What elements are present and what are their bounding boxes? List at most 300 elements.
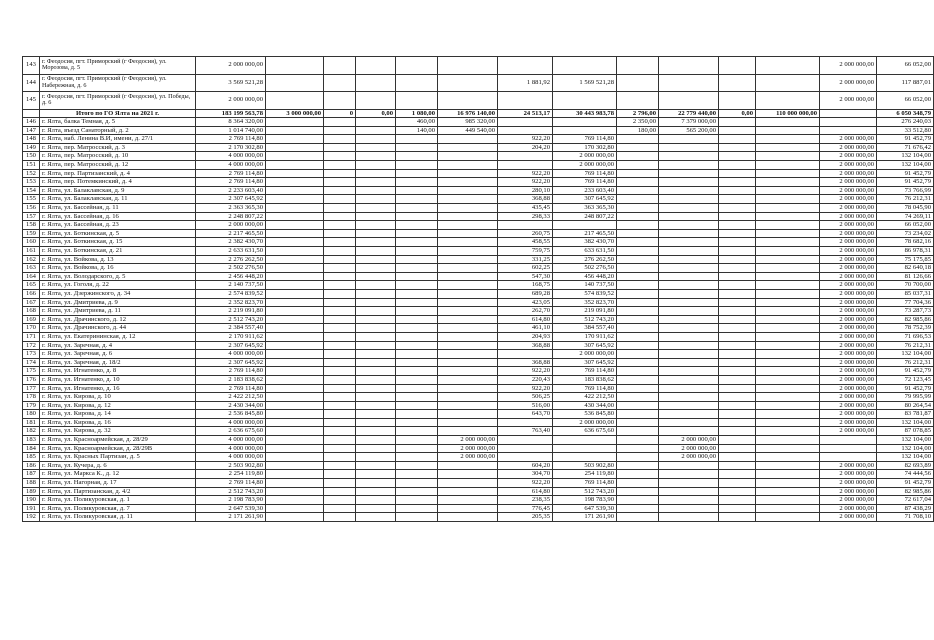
- value-cell: 140 737,50: [553, 281, 617, 290]
- value-cell: 132 104,00: [877, 350, 934, 359]
- value-cell: 922,20: [498, 367, 553, 376]
- value-cell: [719, 496, 756, 505]
- address-cell: г. Ялта, ул. Заречная, д. 4: [40, 341, 196, 350]
- value-cell: [719, 470, 756, 479]
- value-cell: [659, 92, 719, 110]
- value-cell: [719, 57, 756, 75]
- value-cell: [324, 74, 356, 92]
- value-cell: [617, 453, 659, 462]
- value-cell: 2 000 000,00: [820, 289, 877, 298]
- value-cell: 384 557,40: [553, 324, 617, 333]
- value-cell: [659, 204, 719, 213]
- row-number: 181: [23, 418, 40, 427]
- table-row: [23, 74, 934, 92]
- value-cell: [756, 281, 820, 290]
- value-cell: [719, 264, 756, 273]
- value-cell: 183 199 563,78: [196, 109, 266, 118]
- value-cell: [659, 186, 719, 195]
- value-cell: [438, 74, 498, 92]
- value-cell: [438, 92, 498, 110]
- value-cell: [356, 161, 396, 170]
- value-cell: [617, 74, 659, 92]
- value-cell: [438, 350, 498, 359]
- address-cell: г. Ялта, ул. Дзержинского, д. 34: [40, 289, 196, 298]
- value-cell: 66 052,00: [877, 57, 934, 75]
- value-cell: [324, 143, 356, 152]
- value-cell: 633 631,50: [553, 247, 617, 256]
- value-cell: [719, 418, 756, 427]
- value-cell: 506,25: [498, 393, 553, 402]
- value-cell: [266, 401, 324, 410]
- value-cell: [324, 152, 356, 161]
- value-cell: 456 448,20: [553, 272, 617, 281]
- value-cell: 81 126,66: [877, 272, 934, 281]
- value-cell: [617, 461, 659, 470]
- value-cell: 2 000 000,00: [820, 92, 877, 110]
- value-cell: 2 000 000,00: [820, 238, 877, 247]
- value-cell: 2 000 000,00: [820, 307, 877, 316]
- value-cell: [617, 298, 659, 307]
- value-cell: [266, 118, 324, 127]
- value-cell: [266, 229, 324, 238]
- value-cell: [659, 401, 719, 410]
- value-cell: 2 000 000,00: [820, 341, 877, 350]
- value-cell: [617, 204, 659, 213]
- value-cell: 2 000 000,00: [196, 92, 266, 110]
- value-cell: [356, 272, 396, 281]
- value-cell: [266, 513, 324, 522]
- table-row: [23, 375, 934, 384]
- value-cell: [396, 410, 438, 419]
- value-cell: [356, 341, 396, 350]
- address-cell: г. Ялта, ул. Гоголя, д. 22: [40, 281, 196, 290]
- value-cell: [820, 126, 877, 135]
- value-cell: [719, 332, 756, 341]
- value-cell: [756, 161, 820, 170]
- value-cell: [659, 298, 719, 307]
- value-cell: 2 000 000,00: [820, 393, 877, 402]
- value-cell: [438, 341, 498, 350]
- value-cell: 2 000 000,00: [820, 178, 877, 187]
- value-cell: [266, 375, 324, 384]
- value-cell: [324, 186, 356, 195]
- value-cell: [266, 324, 324, 333]
- value-cell: [719, 479, 756, 488]
- value-cell: 85 037,31: [877, 289, 934, 298]
- value-cell: 2 000 000,00: [820, 143, 877, 152]
- value-cell: 70 700,00: [877, 281, 934, 290]
- value-cell: 4 000 000,00: [196, 444, 266, 453]
- value-cell: [356, 229, 396, 238]
- value-cell: [438, 247, 498, 256]
- value-cell: [438, 307, 498, 316]
- value-cell: 262,70: [498, 307, 553, 316]
- value-cell: [324, 410, 356, 419]
- value-cell: 422 212,50: [553, 393, 617, 402]
- row-number: 161: [23, 247, 40, 256]
- value-cell: [324, 135, 356, 144]
- value-cell: [617, 470, 659, 479]
- table-row: [23, 92, 934, 110]
- address-cell: г. Ялта, пер. Матросский, д. 3: [40, 143, 196, 152]
- value-cell: [438, 204, 498, 213]
- value-cell: 368,88: [498, 195, 553, 204]
- value-cell: [659, 513, 719, 522]
- value-cell: [324, 161, 356, 170]
- value-cell: [719, 315, 756, 324]
- value-cell: [659, 161, 719, 170]
- value-cell: 204,93: [498, 332, 553, 341]
- address-cell: г. Ялта, ул. Драчинского, д. 12: [40, 315, 196, 324]
- table-row: [23, 178, 934, 187]
- value-cell: [659, 324, 719, 333]
- value-cell: 2 000 000,00: [820, 504, 877, 513]
- value-cell: [266, 298, 324, 307]
- address-cell: г. Ялта, ул. Маркса К., д. 12: [40, 470, 196, 479]
- value-cell: [324, 479, 356, 488]
- value-cell: [396, 418, 438, 427]
- value-cell: [719, 161, 756, 170]
- value-cell: [719, 195, 756, 204]
- value-cell: 168,75: [498, 281, 553, 290]
- value-cell: 769 114,80: [553, 384, 617, 393]
- value-cell: [756, 264, 820, 273]
- value-cell: [719, 152, 756, 161]
- value-cell: 87 438,29: [877, 504, 934, 513]
- value-cell: [659, 289, 719, 298]
- value-cell: [396, 169, 438, 178]
- value-cell: [756, 74, 820, 92]
- value-cell: [266, 135, 324, 144]
- value-cell: [438, 315, 498, 324]
- value-cell: [719, 255, 756, 264]
- value-cell: [719, 307, 756, 316]
- value-cell: [659, 57, 719, 75]
- value-cell: 82 985,86: [877, 315, 934, 324]
- value-cell: [719, 92, 756, 110]
- value-cell: 80 264,54: [877, 401, 934, 410]
- value-cell: 2 000 000,00: [438, 453, 498, 462]
- table-body: [23, 57, 934, 522]
- value-cell: [553, 57, 617, 75]
- value-cell: 87 078,85: [877, 427, 934, 436]
- value-cell: [356, 427, 396, 436]
- value-cell: [756, 418, 820, 427]
- value-cell: 769 114,80: [553, 178, 617, 187]
- row-number: 168: [23, 307, 40, 316]
- value-cell: [719, 247, 756, 256]
- value-cell: 76 212,31: [877, 341, 934, 350]
- value-cell: [356, 135, 396, 144]
- value-cell: [617, 487, 659, 496]
- value-cell: [266, 178, 324, 187]
- table-row: [23, 393, 934, 402]
- value-cell: [356, 118, 396, 127]
- value-cell: 117 887,01: [877, 74, 934, 92]
- value-cell: [756, 247, 820, 256]
- value-cell: 2 000 000,00: [820, 350, 877, 359]
- value-cell: 91 452,79: [877, 169, 934, 178]
- value-cell: 260,75: [498, 229, 553, 238]
- row-number: 157: [23, 212, 40, 221]
- value-cell: 2 000 000,00: [820, 255, 877, 264]
- value-cell: [356, 74, 396, 92]
- value-cell: 298,33: [498, 212, 553, 221]
- address-cell: г. Ялта, пер. Матросский, д. 12: [40, 161, 196, 170]
- row-number: 177: [23, 384, 40, 393]
- value-cell: [617, 195, 659, 204]
- value-cell: 2 000 000,00: [820, 384, 877, 393]
- value-cell: [756, 358, 820, 367]
- table-row: [23, 444, 934, 453]
- address-cell: г. Ялта, ул. Володарского, д. 5: [40, 272, 196, 281]
- value-cell: [617, 264, 659, 273]
- value-cell: [756, 479, 820, 488]
- value-cell: 2 512 743,20: [196, 315, 266, 324]
- value-cell: [324, 427, 356, 436]
- value-cell: [617, 238, 659, 247]
- row-number: 147: [23, 126, 40, 135]
- value-cell: [356, 169, 396, 178]
- value-cell: 74 269,11: [877, 212, 934, 221]
- value-cell: [438, 332, 498, 341]
- value-cell: [438, 57, 498, 75]
- value-cell: [266, 57, 324, 75]
- value-cell: [617, 221, 659, 230]
- value-cell: [719, 212, 756, 221]
- value-cell: [719, 358, 756, 367]
- value-cell: 204,20: [498, 143, 553, 152]
- value-cell: [266, 74, 324, 92]
- value-cell: 2 000 000,00: [820, 298, 877, 307]
- value-cell: 759,75: [498, 247, 553, 256]
- value-cell: [659, 229, 719, 238]
- address-cell: г. Ялта, ул. Балаклавская, д. 9: [40, 186, 196, 195]
- value-cell: [756, 229, 820, 238]
- value-cell: [356, 204, 396, 213]
- row-number: 179: [23, 401, 40, 410]
- value-cell: [396, 204, 438, 213]
- address-cell: г. Феодосия, пгт. Приморский (г Феодосия), ул. Набережная, д. 6: [40, 74, 196, 92]
- value-cell: 2 636 675,60: [196, 427, 266, 436]
- value-cell: 254 119,80: [553, 470, 617, 479]
- value-cell: 91 452,79: [877, 178, 934, 187]
- address-cell: г. Ялта, ул. Краснoармейская, д. 28/29: [40, 436, 196, 445]
- value-cell: [719, 229, 756, 238]
- value-cell: 2 000 000,00: [820, 470, 877, 479]
- value-cell: [617, 436, 659, 445]
- value-cell: [266, 281, 324, 290]
- value-cell: [324, 238, 356, 247]
- row-number: 166: [23, 289, 40, 298]
- value-cell: [356, 513, 396, 522]
- value-cell: 2 000 000,00: [659, 444, 719, 453]
- value-cell: [356, 307, 396, 316]
- value-cell: 2 000 000,00: [820, 74, 877, 92]
- value-cell: [617, 444, 659, 453]
- value-cell: [659, 195, 719, 204]
- table-row: [23, 427, 934, 436]
- value-cell: [617, 212, 659, 221]
- value-cell: [756, 298, 820, 307]
- value-cell: [324, 247, 356, 256]
- value-cell: 3 000 000,00: [266, 109, 324, 118]
- value-cell: [617, 281, 659, 290]
- value-cell: [498, 418, 553, 427]
- value-cell: [266, 410, 324, 419]
- value-cell: [324, 444, 356, 453]
- address-cell: г. Ялта, ул. Боткинская, д. 15: [40, 238, 196, 247]
- row-number: [23, 109, 40, 118]
- value-cell: 2 456 448,20: [196, 272, 266, 281]
- value-cell: 614,80: [498, 487, 553, 496]
- value-cell: 776,45: [498, 504, 553, 513]
- value-cell: 2 502 276,50: [196, 264, 266, 273]
- value-cell: [756, 152, 820, 161]
- value-cell: 2 796,00: [617, 109, 659, 118]
- value-cell: 769 114,80: [553, 169, 617, 178]
- address-cell: г. Ялта, ул. Игнатенко, д. 8: [40, 367, 196, 376]
- value-cell: 71 708,10: [877, 513, 934, 522]
- value-cell: [756, 238, 820, 247]
- value-cell: [266, 152, 324, 161]
- value-cell: [719, 436, 756, 445]
- row-number: 188: [23, 479, 40, 488]
- value-cell: [356, 264, 396, 273]
- value-cell: [756, 118, 820, 127]
- value-cell: 4 000 000,00: [196, 436, 266, 445]
- address-cell: г. Ялта, ул. Краснoармейская, д. 28/29В: [40, 444, 196, 453]
- value-cell: [617, 143, 659, 152]
- row-number: 182: [23, 427, 40, 436]
- value-cell: [396, 135, 438, 144]
- value-cell: 91 452,79: [877, 135, 934, 144]
- value-cell: 2 000 000,00: [820, 324, 877, 333]
- value-cell: [266, 358, 324, 367]
- value-cell: [659, 332, 719, 341]
- value-cell: [396, 470, 438, 479]
- value-cell: [617, 247, 659, 256]
- value-cell: 2 769 114,80: [196, 367, 266, 376]
- value-cell: 2 633 631,50: [196, 247, 266, 256]
- value-cell: [356, 247, 396, 256]
- value-cell: 2 000 000,00: [820, 427, 877, 436]
- value-cell: [266, 161, 324, 170]
- address-cell: г. Ялта, ул. Дмитриева, д. 11: [40, 307, 196, 316]
- value-cell: [498, 152, 553, 161]
- address-cell: г. Ялта, ул. Кирова, д. 32: [40, 427, 196, 436]
- address-cell: г. Ялта, ул. Бассейная, д. 16: [40, 212, 196, 221]
- value-cell: [396, 393, 438, 402]
- table-row: [23, 479, 934, 488]
- value-cell: 82 693,89: [877, 461, 934, 470]
- value-cell: [719, 238, 756, 247]
- address-cell: г. Ялта, наб. Ленина В.И, имени, д. 27/1: [40, 135, 196, 144]
- value-cell: [356, 126, 396, 135]
- value-cell: [659, 496, 719, 505]
- value-cell: [719, 427, 756, 436]
- value-cell: [756, 126, 820, 135]
- value-cell: [396, 74, 438, 92]
- value-cell: [617, 410, 659, 419]
- value-cell: [396, 332, 438, 341]
- value-cell: [324, 513, 356, 522]
- value-cell: [617, 358, 659, 367]
- value-cell: [659, 135, 719, 144]
- value-cell: [719, 178, 756, 187]
- value-cell: 2 000 000,00: [820, 135, 877, 144]
- value-cell: 503 902,80: [553, 461, 617, 470]
- value-cell: 2 769 114,80: [196, 135, 266, 144]
- value-cell: [820, 436, 877, 445]
- value-cell: [438, 186, 498, 195]
- table-row: [23, 358, 934, 367]
- value-cell: 2 183 838,62: [196, 375, 266, 384]
- address-cell: г. Феодосия, пгт. Приморский (г Феодосия), ул. Победы, д. 6: [40, 92, 196, 110]
- row-number: 160: [23, 238, 40, 247]
- table-row: [23, 461, 934, 470]
- address-cell: г. Ялта, въезд Санаторный, д. 2: [40, 126, 196, 135]
- value-cell: [396, 212, 438, 221]
- value-cell: [659, 375, 719, 384]
- value-cell: [617, 418, 659, 427]
- value-cell: [719, 272, 756, 281]
- value-cell: 2 000 000,00: [553, 418, 617, 427]
- value-cell: 183 838,62: [553, 375, 617, 384]
- value-cell: [659, 393, 719, 402]
- value-cell: [659, 143, 719, 152]
- row-number: 167: [23, 298, 40, 307]
- row-number: 192: [23, 513, 40, 522]
- address-cell: г. Ялта, ул. Дмитриева, д. 9: [40, 298, 196, 307]
- address-cell: г. Ялта, ул. Войкова, д. 13: [40, 255, 196, 264]
- value-cell: [659, 341, 719, 350]
- value-cell: [659, 461, 719, 470]
- value-cell: 458,55: [498, 238, 553, 247]
- value-cell: 307 645,92: [553, 341, 617, 350]
- table-row: [23, 161, 934, 170]
- address-cell: г. Ялта, ул. Кирова, д. 12: [40, 401, 196, 410]
- value-cell: 2 000 000,00: [820, 264, 877, 273]
- value-cell: 2 198 783,90: [196, 496, 266, 505]
- value-cell: [266, 126, 324, 135]
- value-cell: 763,40: [498, 427, 553, 436]
- value-cell: [324, 57, 356, 75]
- value-cell: 985 320,00: [438, 118, 498, 127]
- value-cell: [266, 444, 324, 453]
- value-cell: [617, 152, 659, 161]
- value-cell: [617, 178, 659, 187]
- value-cell: [266, 418, 324, 427]
- value-cell: [396, 479, 438, 488]
- address-cell: г. Ялта, ул. Заречная, д. 18/2: [40, 358, 196, 367]
- value-cell: [659, 221, 719, 230]
- value-cell: 2 000 000,00: [820, 461, 877, 470]
- value-cell: 2 000 000,00: [659, 436, 719, 445]
- value-cell: 83 781,87: [877, 410, 934, 419]
- value-cell: [438, 195, 498, 204]
- value-cell: [324, 195, 356, 204]
- value-cell: 368,88: [498, 341, 553, 350]
- value-cell: [324, 92, 356, 110]
- value-cell: [659, 358, 719, 367]
- value-cell: [617, 341, 659, 350]
- value-cell: [356, 487, 396, 496]
- value-cell: [820, 444, 877, 453]
- value-cell: 565 200,00: [659, 126, 719, 135]
- value-cell: 430 344,00: [553, 401, 617, 410]
- value-cell: [719, 169, 756, 178]
